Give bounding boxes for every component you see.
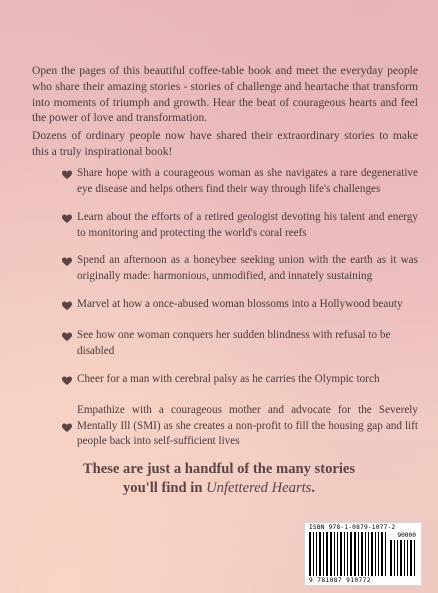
list-item-text: Cheer for a man with cerebral palsy as he carries the Olympic torch [77, 373, 380, 385]
list-item [62, 253, 418, 284]
heart-icon [62, 376, 72, 386]
closing-line-2 [60, 479, 378, 498]
closing-line-2-prefix: you'll find in [122, 480, 207, 496]
barcode-bars [309, 532, 389, 576]
book-title: Unfettered Hearts [206, 480, 312, 496]
list-item [62, 403, 418, 450]
addon-code: 90000 [397, 532, 416, 539]
isbn-number: ISBN 978-1-0879-1077-2 [309, 524, 396, 531]
list-item [62, 372, 418, 388]
list-item [62, 210, 418, 241]
intro-paragraph-1: Open the pages of this beautiful coffee-table book and meet the everyday people who share their amazing stories - stories of challenge and heartache that transform into moments of triumph and growth. Hear the beat of courageous hearts and feel the power of love and transformation. [32, 64, 418, 125]
list-item [62, 297, 418, 313]
list-item [62, 328, 418, 359]
closing-statement [60, 460, 378, 498]
intro-paragraph-2: Dozens of ordinary people now have shared their extraordinary stories to make this a truly inspirational book! [32, 129, 418, 158]
addon-barcode-bars [390, 540, 416, 576]
heart-icon [62, 170, 72, 180]
list-item-text: Learn about the efforts of a retired geologist devoting his talent and energy to monitoring and protecting the world's coral reefs [77, 211, 418, 239]
heart-icon [62, 214, 72, 224]
list-item-text: Share hope with a courageous woman as she navigates a rare degenerative eye disease and helps others find their way through life's challenges [77, 167, 418, 195]
list-item-text: Empathize with a courageous mother and advocate for the Severely Mentally Ill (SMI) as she creates a non-profit to fill the housing gap and lift people back into self-sufficient lives [77, 404, 418, 448]
closing-line-1: These are just a handful of the many stories [82, 461, 356, 477]
list-item-text: See how one woman conquers her sudden blindness with refusal to be disabled [77, 329, 391, 357]
list-item-text: Marvel at how a once-abused woman blossoms into a Hollywood beauty [77, 298, 403, 310]
isbn-barcode [304, 522, 422, 586]
list-item-text: Spend an afternoon as a honeybee seeking union with the earth as it was originally made: harmonious, unmodified, and innately sustaining [77, 254, 418, 282]
barcode-digits: 9 781087 910772 [309, 577, 371, 584]
heart-icon [62, 332, 72, 342]
heart-icon [62, 301, 72, 311]
closing-line-2-suffix: . [311, 480, 316, 496]
heart-icon [62, 423, 72, 433]
heart-icon [62, 257, 72, 267]
list-item [62, 166, 418, 197]
